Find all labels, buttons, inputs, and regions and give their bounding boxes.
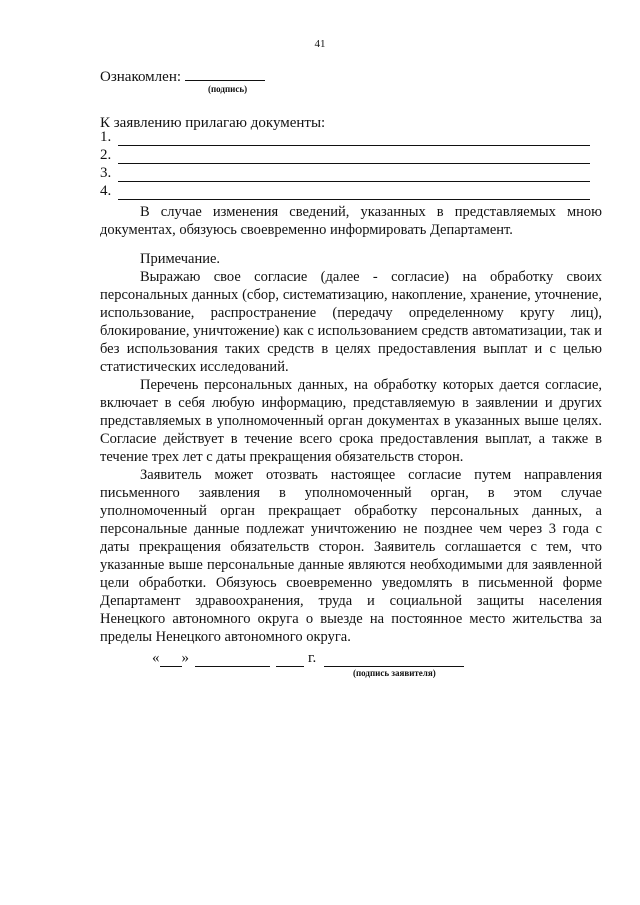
- year-blank[interactable]: [276, 652, 304, 667]
- attachment-line-2[interactable]: [100, 148, 590, 164]
- acknowledged-caption: (подпись): [208, 84, 248, 94]
- consent-paragraph-3: Заявитель может отозвать настоящее согласие путем направления письменного заявления в уполномоченный орган, в этом случае уполномоченный орган прекращает обработку персональных данных, а персональные данные подлежат уничтожению не позднее чем через 3 года с даты прекращения обязательств сторон. Заявитель соглашается с тем, что указанные выше персональные данные являются необходимыми для заявленной цели обработки. Обязуюсь своевременно уведомлять в письменной форме Департамент здравоохранения, труда и социальной защиты населения Ненецкого автономного округа о выезде на постоянное место жительства за пределы Ненецкого автономного округа.: [100, 467, 602, 645]
- acknowledged-label: Ознакомлен:: [100, 69, 182, 85]
- day-blank[interactable]: [160, 652, 182, 667]
- attachment-blank[interactable]: [118, 132, 590, 146]
- attachments-title: К заявлению прилагаю документы:: [100, 115, 326, 131]
- acknowledged-signature-line[interactable]: [185, 66, 265, 81]
- year-suffix: г.: [308, 650, 317, 666]
- change-notice: В случае изменения сведений, указанных в представляемых мною документах, обязуюсь своевременно информировать Департамент.: [100, 204, 602, 238]
- page-number: 41: [314, 38, 326, 50]
- signature-row: [152, 650, 464, 667]
- attachment-number: 3.: [100, 165, 112, 181]
- attachment-line-3[interactable]: [100, 166, 590, 182]
- attachment-line-4[interactable]: [100, 184, 590, 200]
- consent-paragraph-1: Выражаю свое согласие (далее - согласие) на обработку своих персональных данных (сбор, систематизацию, накопление, хранение, уточнение, использование, распространение (передачу определенному кругу лиц), блокирование, уничтожение) как с использованием средств автоматизации, так и без использования таких средств в целях предоставления выплат и с целью статистических исследований.: [100, 269, 602, 375]
- applicant-signature-blank[interactable]: [324, 652, 464, 667]
- attachment-blank[interactable]: [118, 186, 590, 200]
- attachment-number: 1.: [100, 129, 112, 145]
- attachment-blank[interactable]: [118, 150, 590, 164]
- close-quote: »: [181, 650, 189, 666]
- open-quote: «: [152, 650, 160, 666]
- attachment-number: 4.: [100, 183, 112, 199]
- attachment-number: 2.: [100, 147, 112, 163]
- attachment-blank[interactable]: [118, 168, 590, 182]
- month-blank[interactable]: [195, 652, 270, 667]
- note-heading: Примечание.: [140, 251, 221, 267]
- acknowledged-row: [100, 66, 265, 86]
- consent-paragraph-2: Перечень персональных данных, на обработку которых дается согласие, включает в себя любую информацию, представляемую в заявлении и других представляемых в уполномоченный орган документах в указанных выше целях. Согласие действует в течение всего срока предоставления выплат, а также в течение трех лет с даты прекращения обязательств сторон.: [100, 377, 602, 465]
- signature-caption: (подпись заявителя): [353, 668, 436, 678]
- attachment-line-1[interactable]: [100, 130, 590, 146]
